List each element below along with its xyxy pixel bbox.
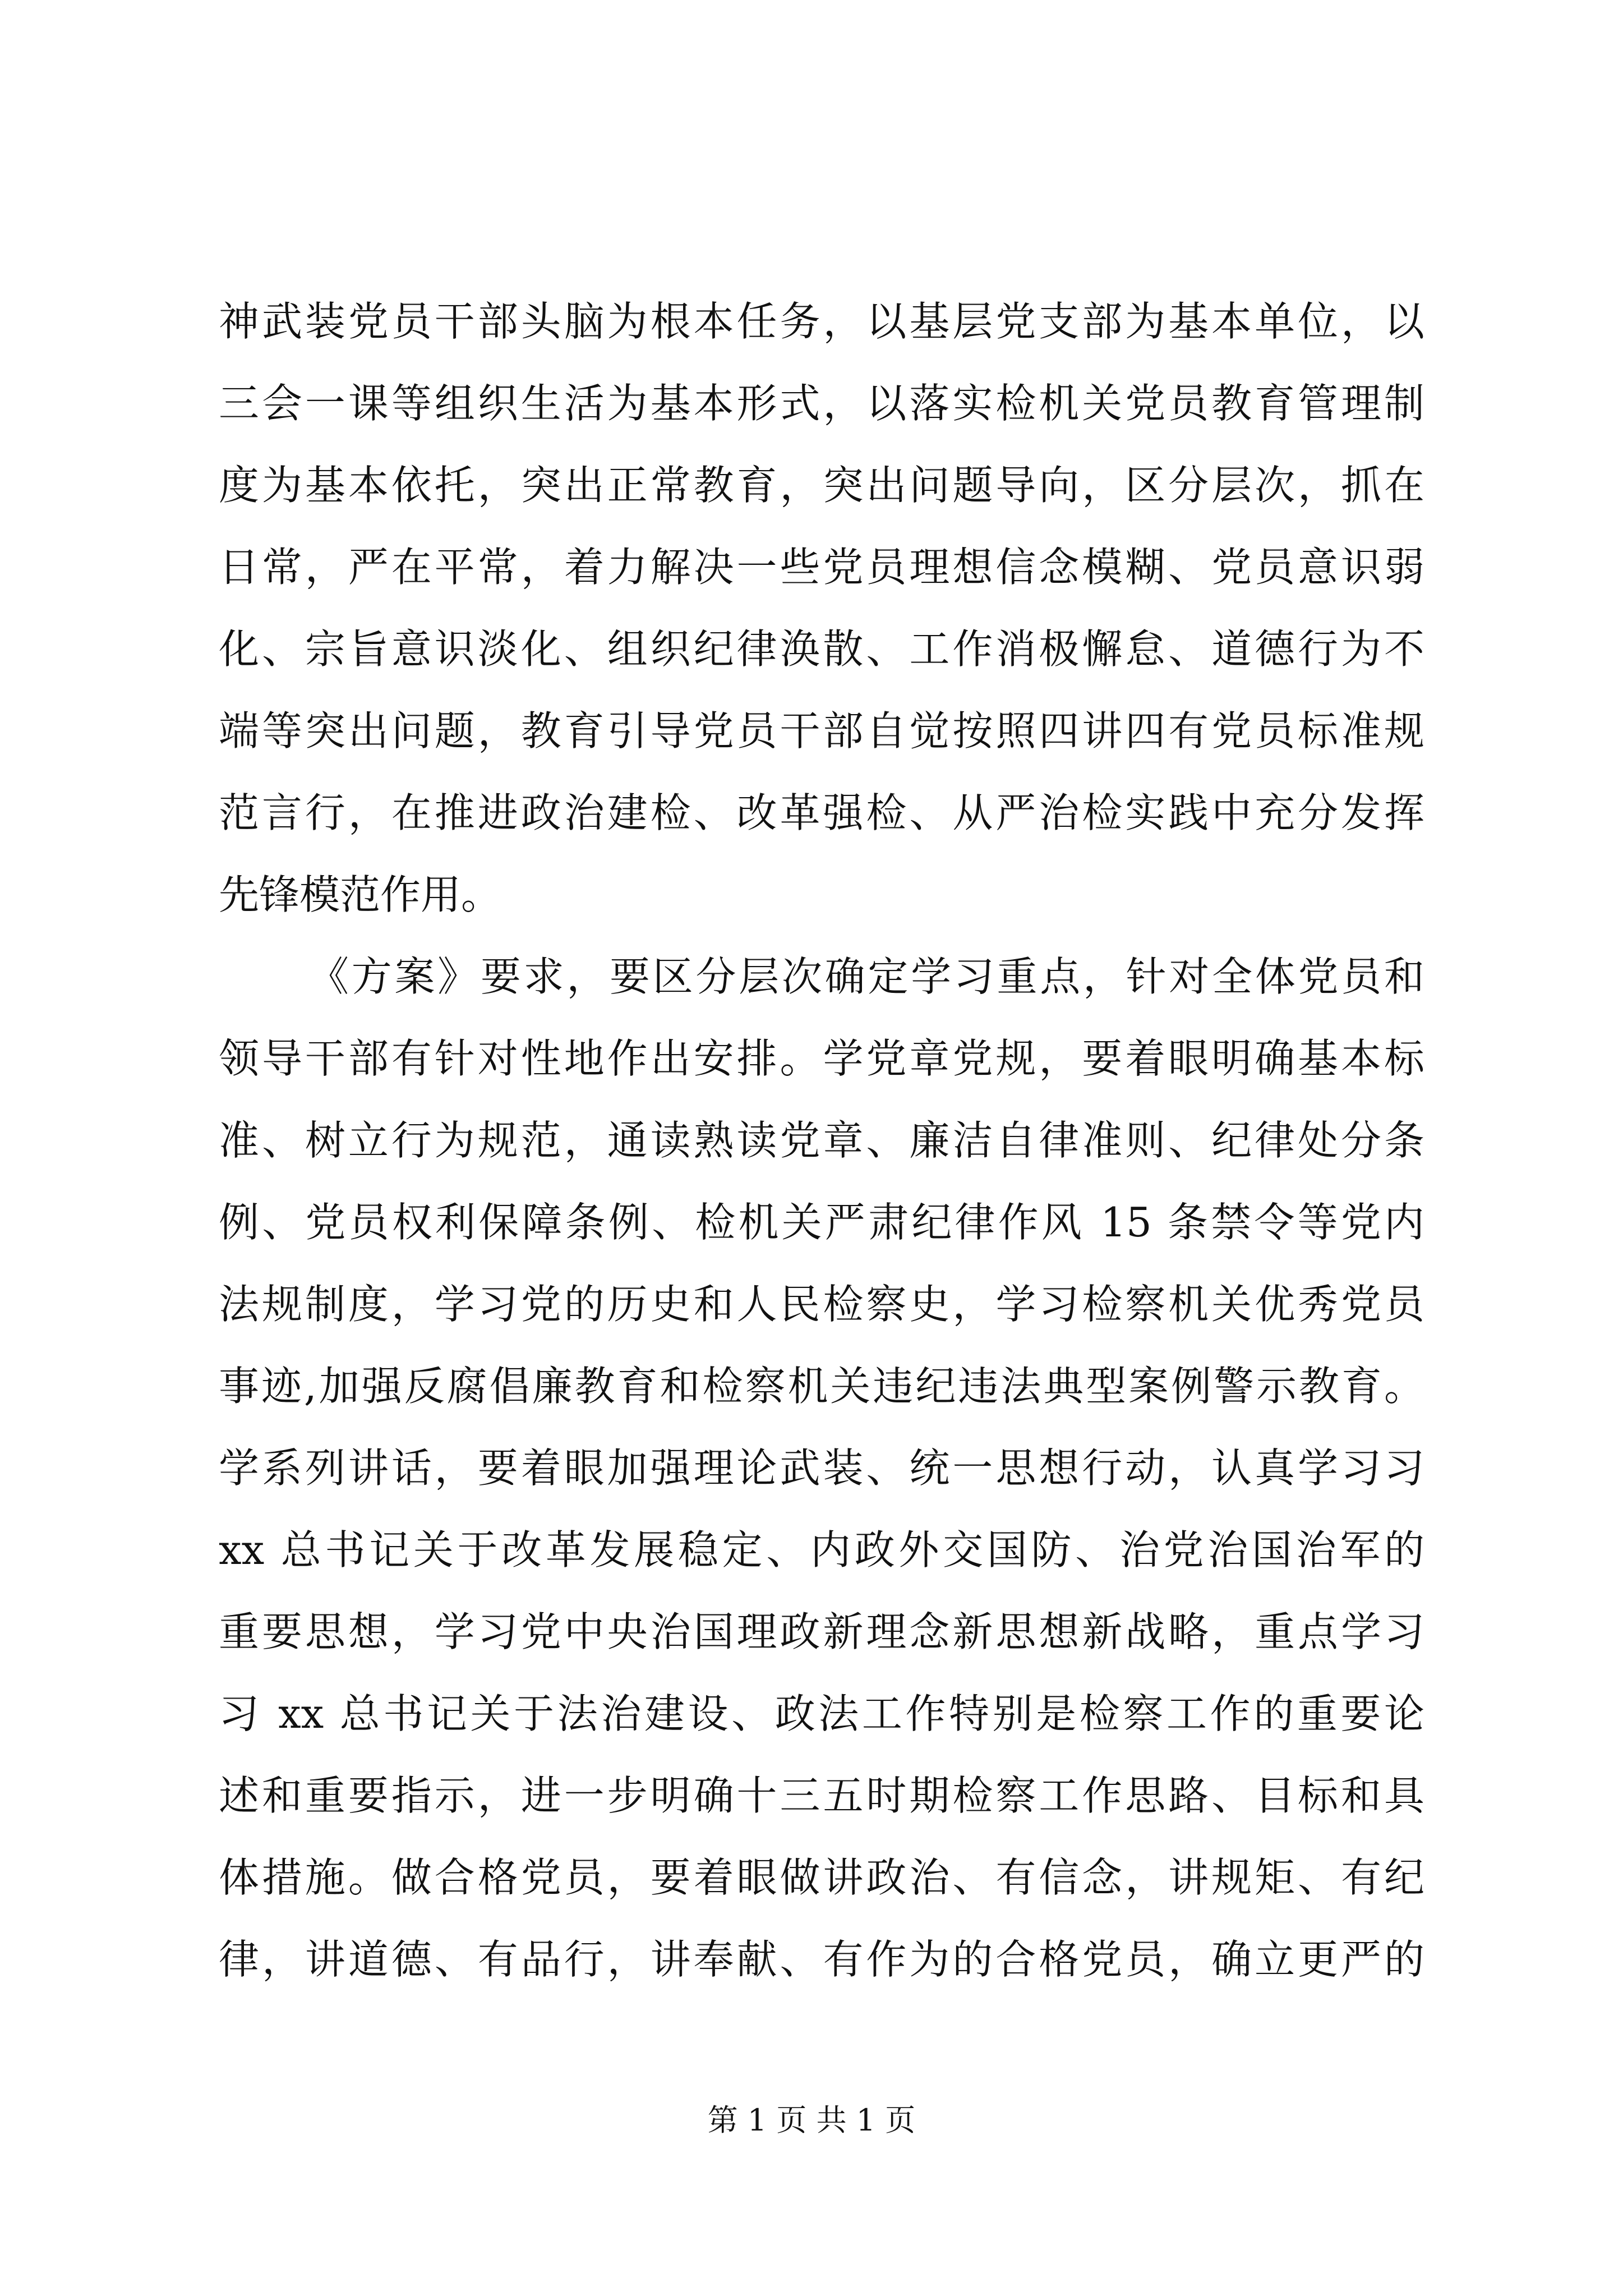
paragraph-1 — [219, 280, 1424, 936]
body-text — [219, 280, 1424, 2000]
text-line: 习 xx 总书记关于法治建设、政法工作特别是检察工作的重要论 — [219, 1690, 1424, 1737]
text-line: 领导干部有针对性地作出安排。学党章党规，要着眼明确基本标 — [219, 1035, 1424, 1082]
text-line: 述和重要指示，进一步明确十三五时期检察工作思路、目标和具 — [219, 1772, 1424, 1819]
text-line: 法规制度，学习党的历史和人民检察史，学习检察机关优秀党员 — [219, 1281, 1424, 1328]
text-line: xx 总书记关于改革发展稳定、内政外交国防、治党治国治军的 — [219, 1526, 1424, 1573]
text-line: 学系列讲话，要着眼加强理论武装、统一思想行动，认真学习习 — [219, 1444, 1424, 1492]
text-line: 体措施。做合格党员，要着眼做讲政治、有信念，讲规矩、有纪 — [219, 1854, 1424, 1901]
text-line: 神武装党员干部头脑为根本任务，以基层党支部为基本单位，以 — [219, 298, 1424, 345]
text-line: 化、宗旨意识淡化、组织纪律涣散、工作消极懈怠、道德行为不 — [219, 625, 1424, 673]
paragraph-2 — [219, 936, 1424, 2000]
page-number: 第 1 页 共 1 页 — [707, 2102, 916, 2138]
text-line: 事迹,加强反腐倡廉教育和检察机关违纪违法典型案例警示教育。 — [219, 1363, 1424, 1410]
text-line: 先锋模范作用。 — [219, 871, 502, 918]
text-line: 范言行，在推进政治建检、改革强检、从严治检实践中充分发挥 — [219, 789, 1424, 836]
text-line: 度为基本依托，突出正常教育，突出问题导向，区分层次，抓在 — [219, 462, 1424, 509]
text-line: 例、党员权利保障条例、检机关严肃纪律作风 15 条禁令等党内 — [219, 1199, 1424, 1246]
text-line: 三会一课等组织生活为基本形式，以落实检机关党员教育管理制 — [219, 380, 1424, 427]
text-line: 日常，严在平常，着力解决一些党员理想信念模糊、党员意识弱 — [219, 544, 1424, 591]
page-footer — [0, 2101, 1623, 2140]
text-line: 准、树立行为规范，通读熟读党章、廉洁自律准则、纪律处分条 — [219, 1117, 1424, 1164]
text-line: 律，讲道德、有品行，讲奉献、有作为的合格党员，确立更严的 — [219, 1936, 1424, 1983]
text-line: 《方案》要求，要区分层次确定学习重点，针对全体党员和 — [308, 953, 1424, 1000]
text-line: 重要思想，学习党中央治国理政新理念新思想新战略，重点学习 — [219, 1608, 1424, 1655]
text-line: 端等突出问题，教育引导党员干部自觉按照四讲四有党员标准规 — [219, 707, 1424, 754]
